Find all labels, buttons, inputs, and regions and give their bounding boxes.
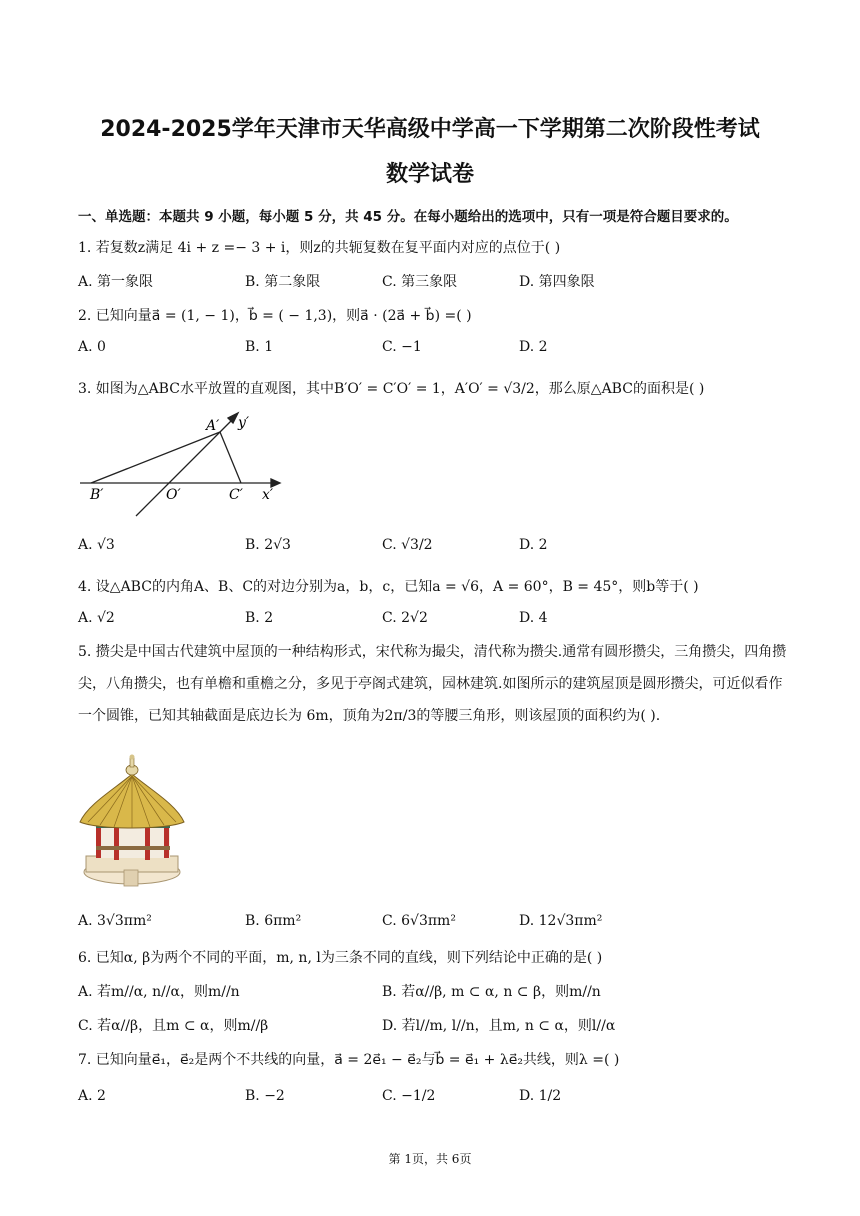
label-a-prime: A′ [206, 418, 220, 434]
question-2-option-a: A. 0 [78, 339, 106, 355]
label-x-prime: x′ [262, 487, 274, 503]
question-5-stem: 5. 攒尖是中国古代建筑中屋顶的一种结构形式，宋代称为撮尖，清代称为攒尖.通常有圆形攒尖，三角攒尖，四角攒尖，八角攒尖，也有单檐和重檐之分，多见于亭阁式建筑，园林建筑.如图所示的建筑屋顶是圆形攒尖，可近似看作一个圆锥，已知其轴截面是底边长为 6m，顶角为2π/3的等腰三角形，则该屋顶的面积约为( ). [78, 644, 787, 724]
label-c-prime: C′ [229, 487, 243, 503]
question-2-option-b: B. 1 [245, 339, 274, 355]
question-6-option-a: A. 若m//α, n//α，则m//n [78, 984, 240, 1000]
question-4-option-c: C. 2√2 [382, 610, 428, 626]
question-6-option-c: C. 若α//β，且m ⊂ α，则m//β [78, 1018, 269, 1034]
question-2-option-c: C. −1 [382, 339, 422, 355]
question-2-stem: 2. 已知向量a⃗ = (1, − 1)，b⃗ = ( − 1,3)，则a⃗ · (2a⃗ + b⃗) =( ) [78, 308, 472, 324]
y-axis-line [136, 420, 232, 516]
question-1-stem: 1. 若复数z满足 4i + z =− 3 + i，则z的共轭复数在复平面内对应的点位于( ) [78, 240, 561, 256]
label-y-prime: y′ [238, 415, 250, 431]
question-4-option-d: D. 4 [519, 610, 548, 626]
question-1-option-b: B. 第二象限 [245, 274, 321, 290]
question-7-stem: 7. 已知向量e⃗₁，e⃗₂是两个不共线的向量，a⃗ = 2e⃗₁ − e⃗₂与b⃗ = e⃗₁ + λe⃗₂共线，则λ =( ) [78, 1052, 620, 1068]
question-5-option-b: B. 6πm² [245, 913, 302, 929]
question-3-stem: 3. 如图为△ABC水平放置的直观图，其中B′O′ = C′O′ = 1，A′O′ = √3/2，那么原△ABC的面积是( ) [78, 381, 705, 397]
question-5-option-d: D. 12√3πm² [519, 913, 603, 929]
question-6-stem: 6. 已知α, β为两个不同的平面，m, n, l为三条不同的直线，则下列结论中正确的是( ) [78, 950, 603, 966]
oblique-triangle-figure [76, 405, 286, 520]
question-3-option-b: B. 2√3 [245, 537, 291, 553]
segment-ac [220, 432, 241, 483]
x-axis-arrow [271, 479, 280, 487]
question-5-option-c: C. 6√3πm² [382, 913, 456, 929]
label-o-prime: O′ [166, 487, 181, 503]
question-5-option-a: A. 3√3πm² [78, 913, 152, 929]
question-6-option-b: B. 若α//β, m ⊂ α, n ⊂ β，则m//n [382, 984, 601, 1000]
question-2-option-d: D. 2 [519, 339, 548, 355]
question-6-option-d: D. 若l//m, l//n，且m, n ⊂ α，则l//α [382, 1018, 616, 1034]
question-1-option-c: C. 第三象限 [382, 274, 458, 290]
question-3-option-d: D. 2 [519, 537, 548, 553]
exam-subtitle: 数学试卷 [385, 162, 474, 187]
segment-ba [91, 432, 220, 483]
question-4-option-b: B. 2 [245, 610, 274, 626]
y-axis-arrow [228, 413, 238, 423]
label-b-prime: B′ [90, 487, 104, 503]
question-1-option-a: A. 第一象限 [78, 274, 154, 290]
pavilion-image [78, 752, 186, 892]
question-4-option-a: A. √2 [78, 610, 115, 626]
question-7-option-b: B. −2 [245, 1088, 285, 1104]
question-7-option-a: A. 2 [78, 1088, 106, 1104]
question-1-option-d: D. 第四象限 [519, 274, 595, 290]
question-7-option-c: C. −1/2 [382, 1088, 436, 1104]
section-heading: 一、单选题：本题共 9 小题，每小题 5 分，共 45 分。在每小题给出的选项中，只有一项是符合题目要求的。 [78, 209, 738, 225]
exam-title: 2024-2025学年天津市天华高级中学高一下学期第二次阶段性考试 [100, 117, 760, 142]
question-3-option-a: A. √3 [78, 537, 115, 553]
page-footer: 第 1页，共 6页 [388, 1152, 472, 1166]
question-7-option-d: D. 1/2 [519, 1088, 562, 1104]
question-4-stem: 4. 设△ABC的内角A、B、C的对边分别为a，b，c，已知a = √6，A = 60°，B = 45°，则b等于( ) [78, 579, 699, 595]
question-3-option-c: C. √3/2 [382, 537, 433, 553]
